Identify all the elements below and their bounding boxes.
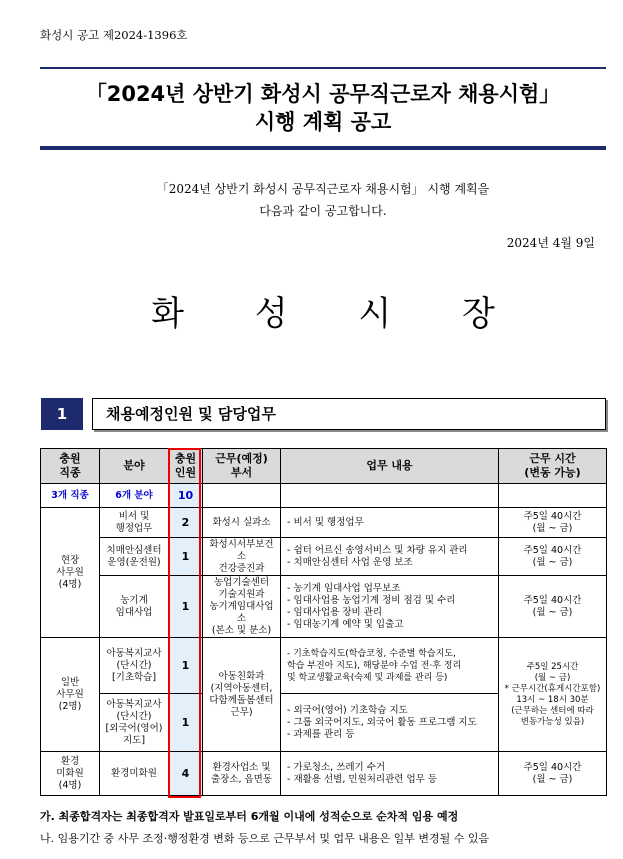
row-count: 1 xyxy=(169,576,203,638)
row-field: 환경미화원 xyxy=(100,752,169,796)
issuer-mayor: 화 성 시 장 xyxy=(151,294,525,334)
summary-empty xyxy=(281,484,499,508)
table-row xyxy=(41,638,607,694)
table-row xyxy=(41,538,607,576)
row-duty: - 가로청소, 쓰레기 수거 - 재활용 선별, 민원처리관련 업무 등 xyxy=(281,752,499,796)
summary-row xyxy=(41,484,607,508)
note-2: 나. 임용기간 중 사무 조정·행정환경 변화 등으로 근무부서 및 업무 내용은 일부 변경될 수 있음 xyxy=(40,832,490,845)
header-duty: 업무 내용 xyxy=(281,449,499,484)
group-sanitation: 환경 미화원 (4명) xyxy=(41,752,100,796)
group-general-office: 일반 사무원 (2명) xyxy=(41,638,100,752)
row-field: 아동복지교사 (단시간) [외국어(영어) 지도] xyxy=(100,694,169,752)
row-field: 비서 및 행정업무 xyxy=(100,508,169,538)
summary-field: 6개 분야 xyxy=(100,484,169,508)
table-row xyxy=(41,576,607,638)
row-field: 치매안심센터 운영(운전원) xyxy=(100,538,169,576)
title-rule-bottom xyxy=(40,146,606,150)
row-count: 1 xyxy=(169,694,203,752)
intro-line1: 「2024년 상반기 화성시 공무직근로자 채용시험」 시행 계획을 xyxy=(156,182,490,196)
row-count: 1 xyxy=(169,638,203,694)
row-dept: 화성시 실과소 xyxy=(203,508,281,538)
row-field: 농기계 임대사업 xyxy=(100,576,169,638)
row-duty: - 농기계 임대사업 업무보조 - 임대사업용 농업기계 정비 점검 및 수리 - 임대사업용 장비 관리 - 임대농기계 예약 및 입출고 xyxy=(281,576,499,638)
row-dept: 화성시서부보건소 건강증진과 xyxy=(203,538,281,576)
row-hours: 주5일 40시간 (월 ~ 금) xyxy=(499,508,607,538)
header-hours: 근무 시간 (변동 가능) xyxy=(499,449,607,484)
row-duty: - 기초학습지도(학습코칭, 수준별 학습지도, 학습 부진아 지도), 해당분야 수업 전·후 정리 및 학교생활교육(숙제 및 과제를 관리 등) xyxy=(281,638,499,694)
table-row xyxy=(41,752,607,796)
header-dept: 근무(예정) 부서 xyxy=(203,449,281,484)
notice-date: 2024년 4월 9일 xyxy=(506,236,595,250)
row-count: 1 xyxy=(169,538,203,576)
intro-text xyxy=(40,178,606,222)
row-hours: 주5일 40시간 (월 ~ 금) xyxy=(499,576,607,638)
row-dept: 아동친화과 (지역아동센터, 다함께돌봄센터 근무) xyxy=(203,638,281,752)
page-title-line1: 「2024년 상반기 화성시 공무직근로자 채용시험」 xyxy=(85,82,561,106)
table-header-row xyxy=(41,449,607,484)
header-type: 충원 직종 xyxy=(41,449,100,484)
row-duty: - 외국어(영어) 기초학습 지도 - 그룹 외국어지도, 외국어 활동 프로그램 지도 - 과제를 관리 등 xyxy=(281,694,499,752)
note-1: 가. 최종합격자는 최종합격자 발표일로부터 6개월 이내에 성적순으로 순차적 임용 예정 xyxy=(40,810,459,823)
header-field: 분야 xyxy=(100,449,169,484)
page-title-line2: 시행 계획 공고 xyxy=(254,110,392,134)
row-hours: 주5일 40시간 (월 ~ 금) xyxy=(499,538,607,576)
summary-empty xyxy=(203,484,281,508)
intro-line2: 다음과 같이 공고합니다. xyxy=(259,204,387,218)
header-count: 충원 인원 xyxy=(169,449,203,484)
row-dept: 환경사업소 및 출장소, 읍면동 xyxy=(203,752,281,796)
row-duty: - 쉼터 어르신 송영서비스 및 차량 유지 관리 - 치매안심센터 사업 운영 보조 xyxy=(281,538,499,576)
summary-type: 3개 직종 xyxy=(41,484,100,508)
group-field-office: 현장 사무원 (4명) xyxy=(41,508,100,638)
row-hours: 주5일 25시간 (월 ~ 금) * 근무시간(휴게시간포함) 13시 ~ 18시 30분 (근무하는 센터에 따라 변동가능성 있음) xyxy=(499,638,607,752)
title-rule-top xyxy=(40,67,606,69)
row-duty: - 비서 및 행정업무 xyxy=(281,508,499,538)
summary-empty xyxy=(499,484,607,508)
row-dept: 농업기술센터 기술지원과 농기계임대사업소 (본소 및 분소) xyxy=(203,576,281,638)
row-count: 4 xyxy=(169,752,203,796)
notice-number: 화성시 공고 제2024-1396호 xyxy=(40,28,188,42)
table-row xyxy=(41,508,607,538)
row-field: 아동복지교사 (단시간) [기초학습] xyxy=(100,638,169,694)
section-number: 1 xyxy=(41,398,83,430)
row-hours: 주5일 40시간 (월 ~ 금) xyxy=(499,752,607,796)
recruitment-table xyxy=(40,448,607,796)
section-title: 채용예정인원 및 담당업무 xyxy=(106,405,276,423)
summary-count: 10 xyxy=(169,484,203,508)
row-count: 2 xyxy=(169,508,203,538)
